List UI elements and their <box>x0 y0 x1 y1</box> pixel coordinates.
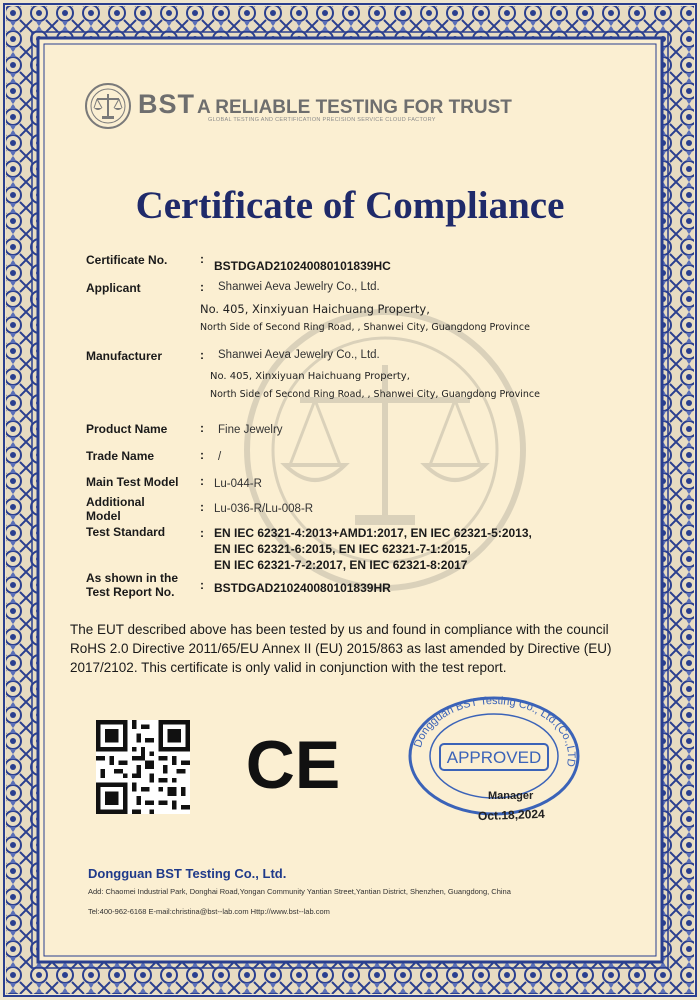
stamp-ring-text: Dongguan BST Testing Co., Ltd.(Co.,LTD <box>412 696 578 768</box>
manufacturer-value: Shanwei Aeva Jewelry Co., Ltd. <box>218 349 380 361</box>
stamp-manager: Manager <box>488 790 534 802</box>
trade-name-value: / <box>218 451 222 463</box>
colon: : <box>200 252 204 266</box>
certificate-no-value: BSTDGAD210240080101839HC <box>214 259 391 273</box>
certificate-no-label: Certificate No. <box>86 253 168 267</box>
footer-contact: Tel:400-962-6168 E-mail:christina@bst--lab.com Http://www.bst--lab.com <box>88 907 330 916</box>
applicant-label: Applicant <box>86 281 141 295</box>
colon: : <box>200 348 204 362</box>
test-report-label-line1: As shown in the <box>86 571 179 585</box>
test-standard-label: Test Standard <box>86 525 166 539</box>
test-report-label-line2: Test Report No. <box>86 585 175 599</box>
compliance-statement <box>70 620 638 677</box>
colon: : <box>200 448 204 462</box>
footer-address: Add: Chaomei Industrial Park, Donghai Road,Yongan Community Yantian Street,Yantian District, Shenzhen, Guangdong, China <box>88 887 511 896</box>
ce-mark-icon <box>245 728 341 798</box>
test-standard-line: EN IEC 62321-4:2013+AMD1:2017, EN IEC 62321-5:2013, <box>214 526 532 540</box>
qr-code-icon <box>96 720 190 814</box>
stamp-approved-text: APPROVED <box>446 748 542 767</box>
footer-company: Dongguan BST Testing Co., Ltd. <box>88 866 287 881</box>
additional-model-label-line1: Additional <box>86 495 145 509</box>
manufacturer-address-line1: No. 405, Xinxiyuan Haichuang Property, <box>210 371 410 382</box>
main-test-model-value: Lu-044-R <box>214 478 262 490</box>
applicant-address-line1: No. 405, Xinxiyuan Haichuang Property, <box>200 302 430 316</box>
manufacturer-label: Manufacturer <box>86 349 163 363</box>
test-report-value: BSTDGAD210240080101839HR <box>214 581 391 595</box>
brand-name: BST <box>138 89 195 119</box>
colon: : <box>200 474 204 488</box>
applicant-value: Shanwei Aeva Jewelry Co., Ltd. <box>218 281 380 293</box>
colon: : <box>200 578 204 592</box>
additional-model-label-line2: Model <box>86 509 121 523</box>
test-standard-line: EN IEC 62321-6:2015, EN IEC 62321-7-1:2015, <box>214 542 471 556</box>
colon: : <box>200 500 204 514</box>
test-standard-line: EN IEC 62321-7-2:2017, EN IEC 62321-8:2017 <box>214 558 468 572</box>
brand-tagline: GLOBAL TESTING AND CERTIFICATION PRECISION SERVICE CLOUD FACTORY <box>208 117 436 123</box>
additional-model-value: Lu-036-R/Lu-008-R <box>214 503 314 515</box>
colon: : <box>200 526 204 540</box>
applicant-address-line2: North Side of Second Ring Road, , Shanwei City, Guangdong Province <box>200 322 530 333</box>
certificate-title: Certificate of Compliance <box>135 184 565 227</box>
stamp-date: Oct.18,2024 <box>477 806 545 824</box>
product-name-value: Fine Jewelry <box>218 424 283 436</box>
brand-slogan: A RELIABLE TESTING FOR TRUST <box>197 97 512 118</box>
product-name-label: Product Name <box>86 422 168 436</box>
colon: : <box>200 421 204 435</box>
manufacturer-address-line2: North Side of Second Ring Road, , Shanwei City, Guangdong Province <box>210 389 540 400</box>
compliance-statement-text: The EUT described above has been tested by us and found in compliance with the council RoHS 2.0 Directive 2011/65/EU Annex II (EU) 2015/863 as last amended by Directive (EU) 2017/2102. This certificate is only valid in conjunction with the test report. <box>70 622 612 675</box>
colon: : <box>200 280 204 294</box>
trade-name-label: Trade Name <box>86 449 155 463</box>
svg-text:CE: CE <box>245 728 341 798</box>
main-test-model-label: Main Test Model <box>86 475 179 489</box>
